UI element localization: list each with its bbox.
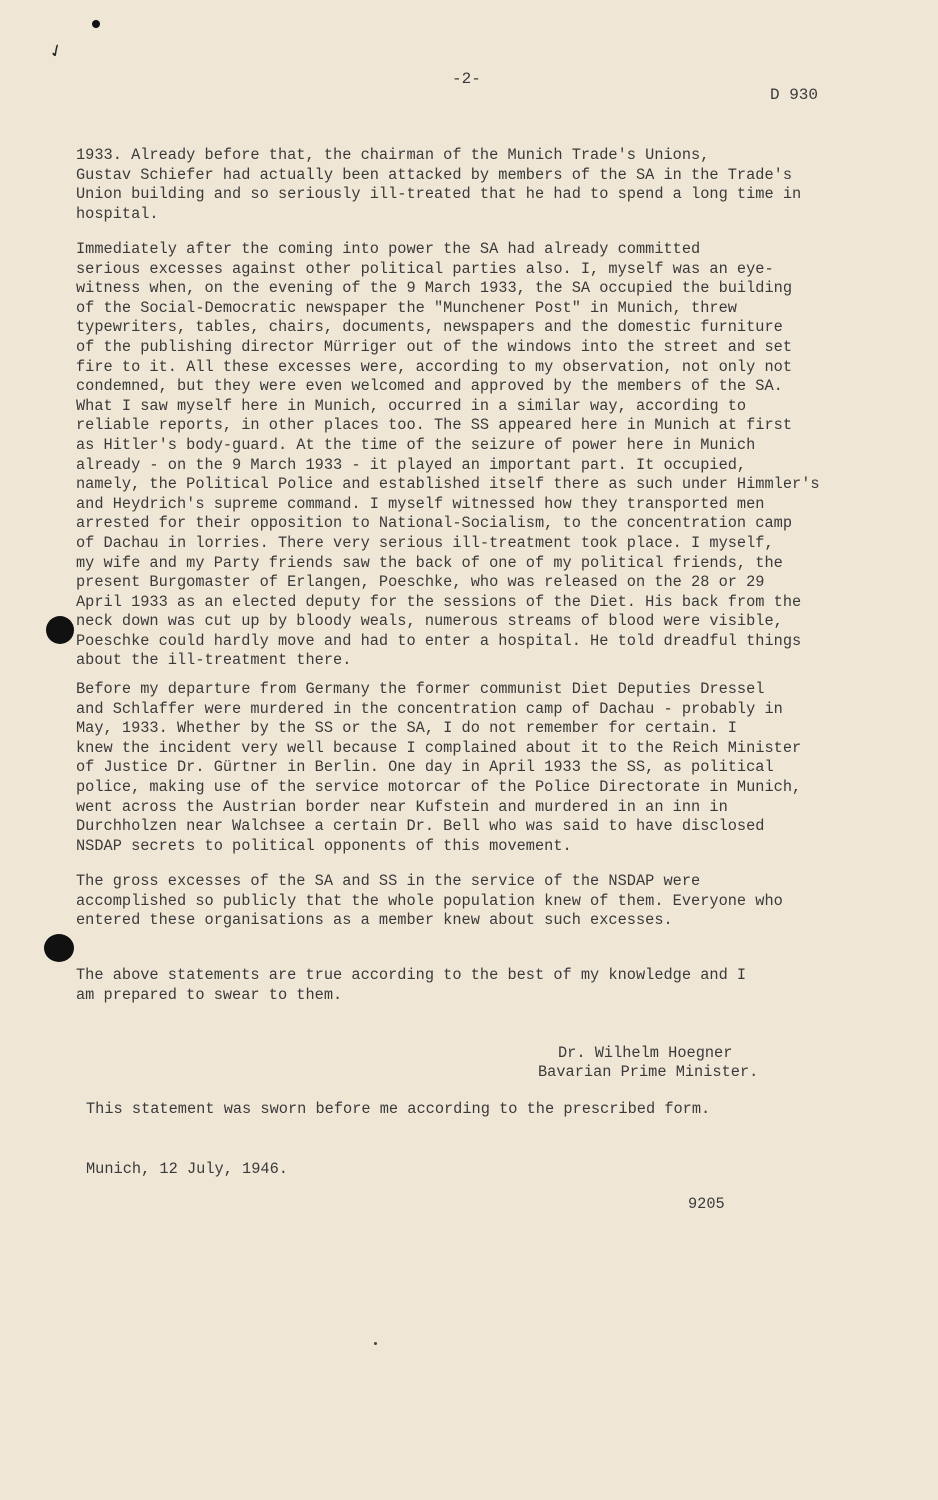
punch-hole (46, 616, 74, 644)
paragraph-2: Immediately after the coming into power the SA had already committed serious excesses against other political parties also. I, myself was an eye- witness when, on the evening of the 9 March 1933, the SA occupied the building of the Social-Democratic newspaper the "Munchener Post" in Munich, threw typewriters, tables, chairs, documents, newspapers and the domestic furniture of the publishing director Mürriger out of the windows into the street and set fire to it. All these excesses were, according to my observation, not only not condemned, but they were even welcomed and approved by the members of the SA. What I saw myself here in Munich, occurred in a similar way, according to reliable reports, in other places too. The SS appeared here in Munich at first as Hitler's body-guard. At the time of the seizure of power here in Munich already - on the 9 March 1933 - it played an important part. It occupied, namely, the Political Police and established itself there as such under Himmler's and Heydrich's supreme command. I myself witnessed how they transported men arrested for their opposition to National-Socialism, to the concentration camp of Dachau in lorries. There very serious ill-treatment took place. I myself, my wife and my Party friends saw the back of one of my political friends, the present Burgomaster of Erlangen, Poeschke, who was released on the 28 or 29 April 1933 as an elected deputy for the sessions of the Diet. His back from the neck down was cut up by bloody weals, numerous streams of blood were visible, Poeschke could hardly move and had to enter a hospital. He told dreadful things about the ill-treatment there. (76, 240, 820, 670)
document-reference: D 930 (770, 86, 819, 104)
punch-hole-mark (92, 20, 100, 28)
punch-hole (44, 934, 74, 962)
place-date: Munich, 12 July, 1946. (86, 1160, 288, 1178)
pencil-check-mark: ✓ (46, 39, 67, 66)
paragraph-4: The gross excesses of the SA and SS in the service of the NSDAP were accomplished so publicly that the whole population knew of them. Everyone who entered these organisations as a member knew about such excesses. (76, 872, 783, 930)
paragraph-5: The above statements are true according to the best of my knowledge and I am prepared to swear to them. (76, 966, 747, 1004)
paragraph-3: Before my departure from Germany the former communist Diet Deputies Dressel and Schlaffer were murdered in the concentration camp of Dachau - probably in May, 1933. Whether by the SS or the SA, I do not remember for certain. I knew the incident very well because I complained about it to the Reich Minister of Justice Dr. Gürtner in Berlin. One day in April 1933 the SS, as political police, making use of the service motorcar of the Police Directorate in Munich, went across the Austrian border near Kufstein and murdered in an inn in Durchholzen near Walchsee a certain Dr. Bell who was said to have disclosed NSDAP secrets to political opponents of this movement. (76, 680, 802, 855)
signatory-name: Dr. Wilhelm Hoegner (558, 1044, 733, 1062)
sworn-statement: This statement was sworn before me according to the prescribed form. (86, 1100, 711, 1118)
signatory-title: Bavarian Prime Minister. (538, 1063, 759, 1081)
page-number: -2- (452, 70, 481, 88)
paper-speck (374, 1342, 377, 1345)
paragraph-1: 1933. Already before that, the chairman of the Munich Trade's Unions, Gustav Schiefer had actually been attacked by members of the SA in the Trade's Union building and so seriously ill-treated that he had to spend a long time in hospital. (76, 146, 802, 223)
document-number: 9205 (688, 1195, 725, 1213)
